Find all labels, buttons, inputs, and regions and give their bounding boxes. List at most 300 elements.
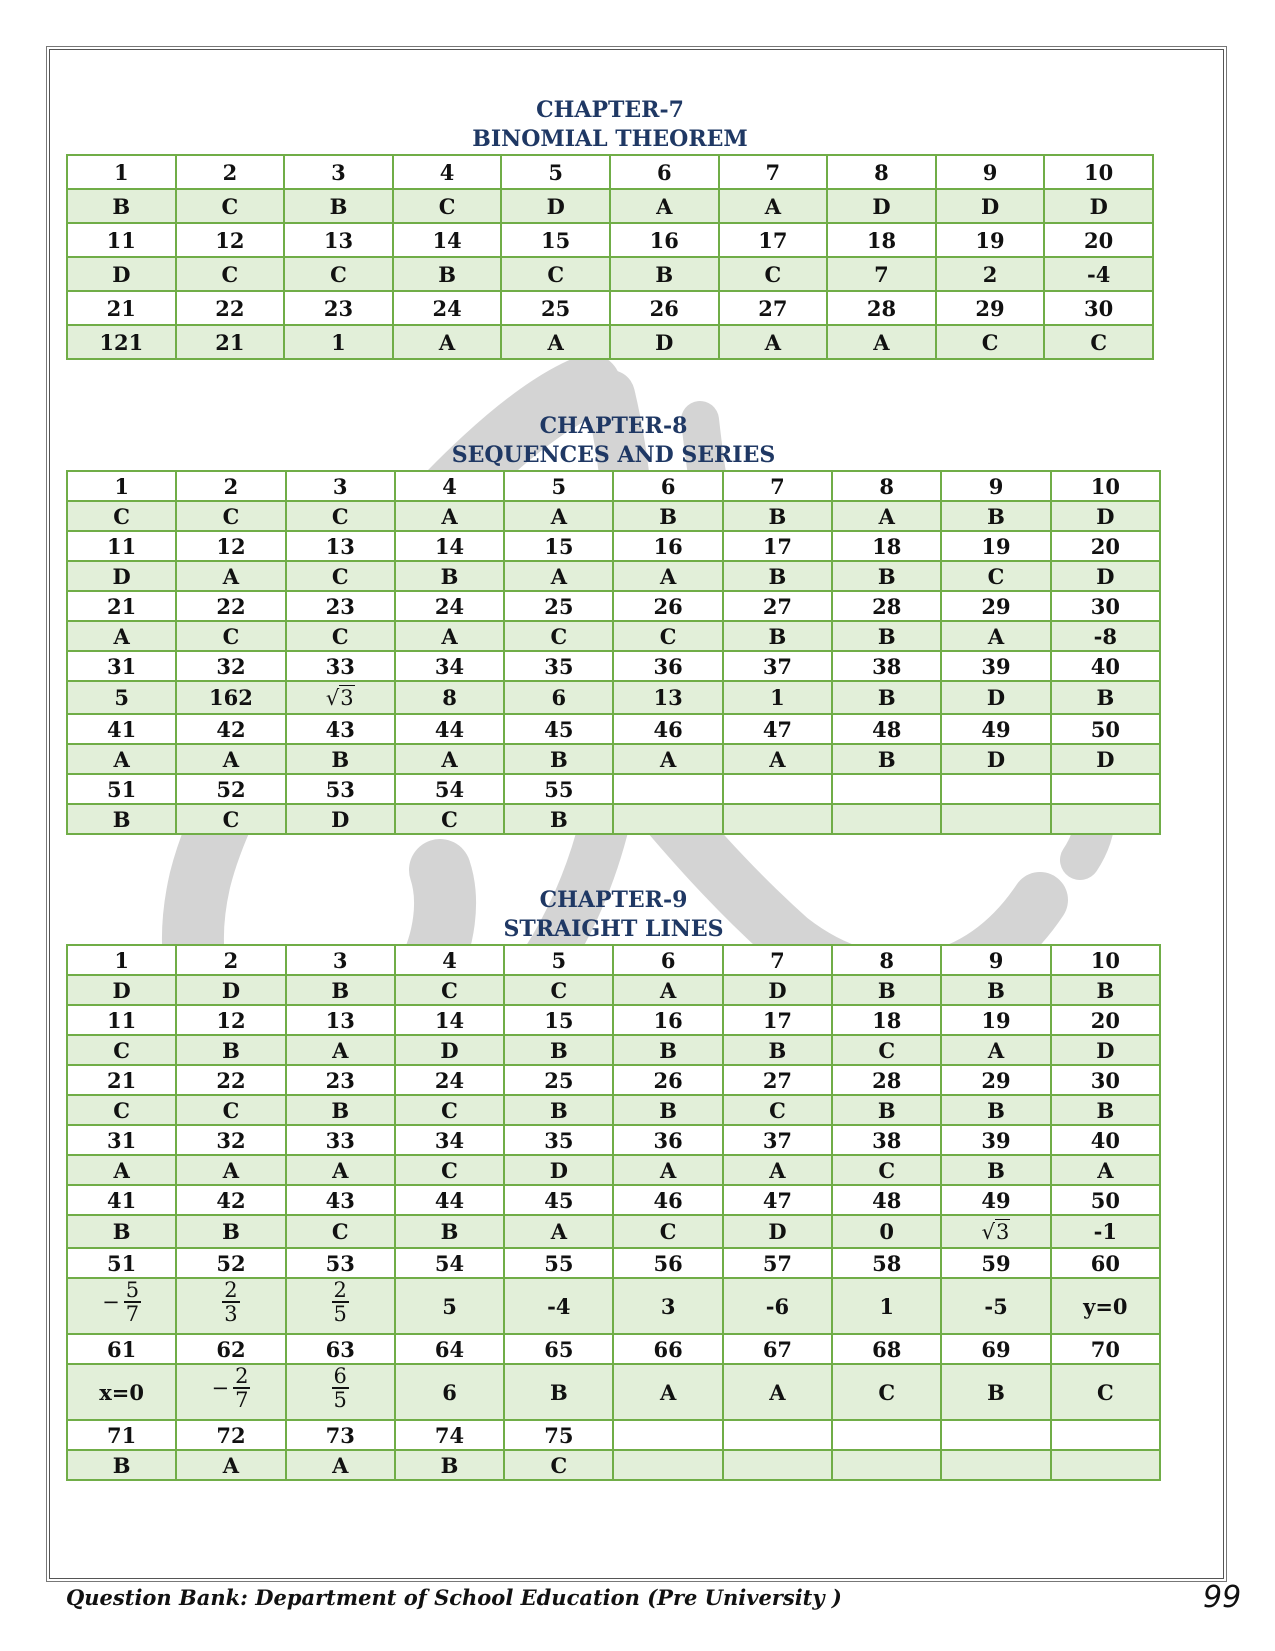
answer-cell: -1 bbox=[1051, 1215, 1160, 1248]
question-number-cell: 32 bbox=[176, 1125, 285, 1155]
question-number-cell: 16 bbox=[613, 531, 722, 561]
question-number-cell: 6 bbox=[613, 945, 722, 975]
answer-cell: D bbox=[723, 1215, 832, 1248]
question-number-cell: 10 bbox=[1044, 155, 1153, 189]
answer-cell: C bbox=[719, 257, 828, 291]
answer-cell: B bbox=[832, 681, 941, 714]
chapter-8-answer-table bbox=[66, 470, 1161, 835]
question-number-row bbox=[67, 1334, 1160, 1364]
answer-cell: B bbox=[176, 1035, 285, 1065]
answer-cell: D bbox=[1051, 1035, 1160, 1065]
answer-cell: A bbox=[176, 1450, 285, 1480]
question-number-cell: 5 bbox=[504, 471, 613, 501]
answer-cell: C bbox=[284, 257, 393, 291]
answer-cell: B bbox=[941, 501, 1050, 531]
question-number-cell bbox=[1051, 774, 1160, 804]
answer-cell: B bbox=[613, 501, 722, 531]
answer-cell: C bbox=[395, 975, 504, 1005]
answer-cell: 5 bbox=[67, 681, 176, 714]
answer-cell: 6 bbox=[504, 681, 613, 714]
question-number-cell: 4 bbox=[395, 945, 504, 975]
answer-cell: C bbox=[176, 804, 285, 834]
question-number-row bbox=[67, 1185, 1160, 1215]
chapter-9-heading bbox=[66, 886, 1161, 944]
answer-cell: √3 bbox=[941, 1215, 1050, 1248]
question-number-row bbox=[67, 1065, 1160, 1095]
chapter-8-section bbox=[66, 412, 1161, 835]
answer-cell: 1 bbox=[832, 1278, 941, 1334]
chapter-7-heading bbox=[66, 96, 1154, 154]
question-number-cell: 68 bbox=[832, 1334, 941, 1364]
answer-cell: B bbox=[176, 1215, 285, 1248]
answer-cell bbox=[941, 804, 1050, 834]
answer-cell: C bbox=[176, 501, 285, 531]
question-number-row bbox=[67, 531, 1160, 561]
question-number-cell: 38 bbox=[832, 1125, 941, 1155]
answer-cell: B bbox=[1051, 975, 1160, 1005]
question-number-cell: 45 bbox=[504, 714, 613, 744]
answer-cell: A bbox=[613, 744, 722, 774]
answer-cell: x=0 bbox=[67, 1364, 176, 1420]
answer-row bbox=[67, 804, 1160, 834]
question-number-cell: 7 bbox=[719, 155, 828, 189]
question-number-cell: 41 bbox=[67, 714, 176, 744]
answer-cell: B bbox=[613, 1035, 722, 1065]
question-number-cell: 64 bbox=[395, 1334, 504, 1364]
question-number-cell: 29 bbox=[941, 591, 1050, 621]
question-number-cell: 36 bbox=[613, 1125, 722, 1155]
page-number: 99 bbox=[1203, 1580, 1242, 1615]
question-number-cell: 75 bbox=[504, 1420, 613, 1450]
answer-cell: B bbox=[613, 1095, 722, 1125]
question-number-cell: 15 bbox=[501, 223, 610, 257]
answer-cell: B bbox=[723, 1035, 832, 1065]
answer-cell: 2 bbox=[936, 257, 1045, 291]
answer-cell: A bbox=[504, 1215, 613, 1248]
question-number-cell bbox=[723, 1420, 832, 1450]
question-number-cell: 52 bbox=[176, 774, 285, 804]
question-number-cell: 53 bbox=[286, 1248, 395, 1278]
question-number-row bbox=[67, 714, 1160, 744]
answer-cell: A bbox=[719, 189, 828, 223]
question-number-cell: 46 bbox=[613, 714, 722, 744]
question-number-cell: 48 bbox=[832, 1185, 941, 1215]
question-number-cell: 8 bbox=[832, 945, 941, 975]
answer-cell: C bbox=[832, 1155, 941, 1185]
answer-cell: B bbox=[286, 1095, 395, 1125]
answer-cell: B bbox=[393, 257, 502, 291]
question-number-cell: 61 bbox=[67, 1334, 176, 1364]
question-number-cell: 10 bbox=[1051, 945, 1160, 975]
question-number-cell: 21 bbox=[67, 291, 176, 325]
question-number-cell: 26 bbox=[610, 291, 719, 325]
answer-cell: -6 bbox=[723, 1278, 832, 1334]
answer-cell: A bbox=[723, 1364, 832, 1420]
answer-cell: B bbox=[286, 744, 395, 774]
answer-cell: A bbox=[395, 621, 504, 651]
question-number-cell: 17 bbox=[723, 531, 832, 561]
question-number-cell: 27 bbox=[723, 591, 832, 621]
answer-cell bbox=[1051, 1450, 1160, 1480]
answer-cell: B bbox=[832, 1095, 941, 1125]
question-number-cell: 30 bbox=[1044, 291, 1153, 325]
answer-row bbox=[67, 561, 1160, 591]
answer-cell: C bbox=[67, 501, 176, 531]
answer-cell: C bbox=[176, 1095, 285, 1125]
question-number-cell: 2 bbox=[176, 945, 285, 975]
question-number-cell: 20 bbox=[1044, 223, 1153, 257]
answer-cell bbox=[723, 1450, 832, 1480]
answer-cell: -5 bbox=[941, 1278, 1050, 1334]
answer-cell: A bbox=[613, 1155, 722, 1185]
answer-row bbox=[67, 1364, 1160, 1420]
answer-cell: B bbox=[832, 561, 941, 591]
answer-cell: B bbox=[723, 561, 832, 591]
answer-row bbox=[67, 325, 1153, 359]
question-number-cell: 1 bbox=[67, 945, 176, 975]
question-number-cell: 71 bbox=[67, 1420, 176, 1450]
answer-cell: C bbox=[504, 621, 613, 651]
question-number-cell: 3 bbox=[284, 155, 393, 189]
answer-cell: C bbox=[395, 804, 504, 834]
question-number-cell: 7 bbox=[723, 945, 832, 975]
question-number-cell: 25 bbox=[504, 591, 613, 621]
answer-cell: C bbox=[832, 1035, 941, 1065]
answer-cell: C bbox=[723, 1095, 832, 1125]
question-number-cell: 48 bbox=[832, 714, 941, 744]
answer-cell: B bbox=[67, 804, 176, 834]
question-number-cell: 19 bbox=[941, 1005, 1050, 1035]
question-number-cell: 11 bbox=[67, 223, 176, 257]
answer-cell: A bbox=[176, 744, 285, 774]
answer-row bbox=[67, 257, 1153, 291]
question-number-cell: 20 bbox=[1051, 531, 1160, 561]
question-number-cell: 23 bbox=[286, 591, 395, 621]
answer-cell: A bbox=[395, 744, 504, 774]
question-number-cell: 73 bbox=[286, 1420, 395, 1450]
answer-cell: D bbox=[395, 1035, 504, 1065]
answer-cell: B bbox=[67, 189, 176, 223]
answer-cell: D bbox=[941, 681, 1050, 714]
answer-cell: 7 bbox=[827, 257, 936, 291]
answer-cell: A bbox=[286, 1450, 395, 1480]
answer-cell: $\frac{2}{5}$ bbox=[286, 1278, 395, 1334]
question-number-cell bbox=[723, 774, 832, 804]
question-number-cell: 34 bbox=[395, 1125, 504, 1155]
answer-cell: B bbox=[504, 1095, 613, 1125]
answer-cell: B bbox=[832, 621, 941, 651]
question-number-cell: 28 bbox=[827, 291, 936, 325]
answer-cell: D bbox=[1051, 501, 1160, 531]
answer-cell: B bbox=[1051, 681, 1160, 714]
question-number-cell: 28 bbox=[832, 591, 941, 621]
question-number-cell: 5 bbox=[501, 155, 610, 189]
question-number-cell: 13 bbox=[284, 223, 393, 257]
answer-cell: B bbox=[504, 804, 613, 834]
question-number-cell: 9 bbox=[941, 945, 1050, 975]
answer-cell: 121 bbox=[67, 325, 176, 359]
answer-cell: D bbox=[67, 257, 176, 291]
question-number-cell: 2 bbox=[176, 155, 285, 189]
answer-cell: A bbox=[832, 501, 941, 531]
question-number-cell: 15 bbox=[504, 1005, 613, 1035]
answer-cell: A bbox=[286, 1155, 395, 1185]
answer-cell: A bbox=[176, 561, 285, 591]
question-number-cell: 13 bbox=[286, 531, 395, 561]
question-number-cell: 72 bbox=[176, 1420, 285, 1450]
question-number-cell: 13 bbox=[286, 1005, 395, 1035]
question-number-cell: 7 bbox=[723, 471, 832, 501]
question-number-cell: 54 bbox=[395, 1248, 504, 1278]
question-number-cell: 18 bbox=[827, 223, 936, 257]
question-number-cell: 42 bbox=[176, 714, 285, 744]
chapter-8-number: CHAPTER-8 bbox=[539, 413, 688, 439]
answer-cell bbox=[613, 1450, 722, 1480]
answer-cell: -8 bbox=[1051, 621, 1160, 651]
answer-cell: B bbox=[610, 257, 719, 291]
answer-cell: C bbox=[613, 1215, 722, 1248]
question-number-cell bbox=[941, 1420, 1050, 1450]
answer-cell: B bbox=[67, 1215, 176, 1248]
question-number-cell: 14 bbox=[395, 531, 504, 561]
answer-cell: C bbox=[1044, 325, 1153, 359]
question-number-cell: 47 bbox=[723, 1185, 832, 1215]
answer-cell: 8 bbox=[395, 681, 504, 714]
answer-cell: A bbox=[723, 1155, 832, 1185]
answer-cell: C bbox=[832, 1364, 941, 1420]
question-number-cell: 66 bbox=[613, 1334, 722, 1364]
answer-cell: C bbox=[67, 1095, 176, 1125]
question-number-cell: 14 bbox=[395, 1005, 504, 1035]
answer-cell: A bbox=[723, 744, 832, 774]
answer-cell: C bbox=[67, 1035, 176, 1065]
question-number-row bbox=[67, 1420, 1160, 1450]
question-number-cell: 9 bbox=[936, 155, 1045, 189]
answer-cell: D bbox=[936, 189, 1045, 223]
answer-cell: √3 bbox=[286, 681, 395, 714]
question-number-row bbox=[67, 291, 1153, 325]
question-number-cell: 39 bbox=[941, 1125, 1050, 1155]
question-number-cell: 39 bbox=[941, 651, 1050, 681]
question-number-cell: 47 bbox=[723, 714, 832, 744]
question-number-row bbox=[67, 1125, 1160, 1155]
question-number-cell: 31 bbox=[67, 1125, 176, 1155]
answer-cell: B bbox=[67, 1450, 176, 1480]
chapter-7-title: BINOMIAL THEOREM bbox=[472, 126, 748, 152]
answer-cell: 1 bbox=[284, 325, 393, 359]
answer-row bbox=[67, 189, 1153, 223]
question-number-cell: 52 bbox=[176, 1248, 285, 1278]
answer-cell: B bbox=[1051, 1095, 1160, 1125]
answer-cell: A bbox=[393, 325, 502, 359]
question-number-cell: 2 bbox=[176, 471, 285, 501]
question-number-cell: 38 bbox=[832, 651, 941, 681]
answer-cell: 1 bbox=[723, 681, 832, 714]
answer-cell: C bbox=[393, 189, 502, 223]
question-number-cell: 31 bbox=[67, 651, 176, 681]
question-number-cell: 35 bbox=[504, 1125, 613, 1155]
question-number-cell: 29 bbox=[941, 1065, 1050, 1095]
answer-cell: A bbox=[1051, 1155, 1160, 1185]
question-number-cell: 15 bbox=[504, 531, 613, 561]
question-number-cell: 24 bbox=[395, 1065, 504, 1095]
answer-row bbox=[67, 621, 1160, 651]
answer-row bbox=[67, 501, 1160, 531]
question-number-cell: 28 bbox=[832, 1065, 941, 1095]
question-number-cell: 27 bbox=[719, 291, 828, 325]
question-number-cell bbox=[1051, 1420, 1160, 1450]
answer-cell: C bbox=[941, 561, 1050, 591]
question-number-cell: 27 bbox=[723, 1065, 832, 1095]
question-number-row bbox=[67, 471, 1160, 501]
answer-cell: D bbox=[176, 975, 285, 1005]
question-number-cell bbox=[941, 774, 1050, 804]
question-number-cell: 50 bbox=[1051, 1185, 1160, 1215]
answer-row bbox=[67, 1035, 1160, 1065]
question-number-cell: 49 bbox=[941, 714, 1050, 744]
answer-row bbox=[67, 975, 1160, 1005]
question-number-cell: 40 bbox=[1051, 651, 1160, 681]
question-number-cell: 23 bbox=[284, 291, 393, 325]
question-number-cell: 62 bbox=[176, 1334, 285, 1364]
answer-cell: C bbox=[395, 1095, 504, 1125]
question-number-cell: 5 bbox=[504, 945, 613, 975]
question-number-cell: 33 bbox=[286, 1125, 395, 1155]
answer-cell: D bbox=[1051, 561, 1160, 591]
question-number-cell: 16 bbox=[610, 223, 719, 257]
answer-cell: A bbox=[827, 325, 936, 359]
answer-cell: D bbox=[501, 189, 610, 223]
answer-cell: C bbox=[936, 325, 1045, 359]
question-number-cell: 58 bbox=[832, 1248, 941, 1278]
answer-cell: A bbox=[67, 1155, 176, 1185]
answer-cell bbox=[613, 804, 722, 834]
answer-cell: A bbox=[613, 975, 722, 1005]
answer-cell: A bbox=[941, 621, 1050, 651]
question-number-row bbox=[67, 591, 1160, 621]
question-number-cell: 45 bbox=[504, 1185, 613, 1215]
question-number-cell: 49 bbox=[941, 1185, 1050, 1215]
answer-row bbox=[67, 1155, 1160, 1185]
answer-cell: C bbox=[286, 501, 395, 531]
question-number-cell: 22 bbox=[176, 1065, 285, 1095]
answer-cell: 162 bbox=[176, 681, 285, 714]
answer-cell: D bbox=[610, 325, 719, 359]
answer-row bbox=[67, 744, 1160, 774]
question-number-cell: 67 bbox=[723, 1334, 832, 1364]
question-number-cell bbox=[613, 774, 722, 804]
answer-cell: 3 bbox=[613, 1278, 722, 1334]
question-number-cell: 1 bbox=[67, 471, 176, 501]
question-number-row bbox=[67, 651, 1160, 681]
answer-cell: C bbox=[176, 257, 285, 291]
answer-cell: B bbox=[941, 975, 1050, 1005]
answer-cell bbox=[723, 804, 832, 834]
answer-row bbox=[67, 1095, 1160, 1125]
answer-cell: B bbox=[504, 1364, 613, 1420]
chapter-7-section bbox=[66, 96, 1154, 360]
question-number-cell: 19 bbox=[941, 531, 1050, 561]
question-number-cell bbox=[832, 1420, 941, 1450]
question-number-row bbox=[67, 1005, 1160, 1035]
answer-cell: − $\frac{5}{7}$ bbox=[67, 1278, 176, 1334]
answer-cell: B bbox=[723, 501, 832, 531]
question-number-cell: 1 bbox=[67, 155, 176, 189]
answer-row bbox=[67, 681, 1160, 714]
answer-cell: 21 bbox=[176, 325, 285, 359]
answer-cell: 5 bbox=[395, 1278, 504, 1334]
question-number-cell: 3 bbox=[286, 471, 395, 501]
question-number-cell: 42 bbox=[176, 1185, 285, 1215]
answer-cell: D bbox=[827, 189, 936, 223]
question-number-cell: 44 bbox=[395, 1185, 504, 1215]
question-number-cell: 17 bbox=[723, 1005, 832, 1035]
question-number-cell: 12 bbox=[176, 1005, 285, 1035]
question-number-cell: 57 bbox=[723, 1248, 832, 1278]
question-number-cell: 25 bbox=[501, 291, 610, 325]
question-number-cell: 53 bbox=[286, 774, 395, 804]
question-number-cell: 65 bbox=[504, 1334, 613, 1364]
answer-cell: C bbox=[501, 257, 610, 291]
question-number-cell: 21 bbox=[67, 1065, 176, 1095]
answer-cell: B bbox=[504, 1035, 613, 1065]
answer-cell: C bbox=[504, 1450, 613, 1480]
answer-cell: C bbox=[286, 561, 395, 591]
answer-cell: 0 bbox=[832, 1215, 941, 1248]
answer-cell: A bbox=[610, 189, 719, 223]
chapter-9-answer-table bbox=[66, 944, 1161, 1481]
question-number-cell: 43 bbox=[286, 714, 395, 744]
question-number-cell: 51 bbox=[67, 774, 176, 804]
question-number-cell: 24 bbox=[395, 591, 504, 621]
question-number-cell: 55 bbox=[504, 774, 613, 804]
question-number-cell: 37 bbox=[723, 1125, 832, 1155]
answer-cell: B bbox=[284, 189, 393, 223]
question-number-cell: 30 bbox=[1051, 591, 1160, 621]
question-number-cell bbox=[832, 774, 941, 804]
question-number-cell: 34 bbox=[395, 651, 504, 681]
question-number-cell: 30 bbox=[1051, 1065, 1160, 1095]
answer-cell: C bbox=[613, 621, 722, 651]
answer-cell: -4 bbox=[1044, 257, 1153, 291]
question-number-cell: 9 bbox=[941, 471, 1050, 501]
answer-cell: D bbox=[67, 561, 176, 591]
answer-cell: y=0 bbox=[1051, 1278, 1160, 1334]
question-number-cell: 32 bbox=[176, 651, 285, 681]
answer-cell: 6 bbox=[395, 1364, 504, 1420]
question-number-cell: 29 bbox=[936, 291, 1045, 325]
question-number-cell: 18 bbox=[832, 1005, 941, 1035]
question-number-row bbox=[67, 1248, 1160, 1278]
question-number-cell: 22 bbox=[176, 591, 285, 621]
chapter-8-heading bbox=[66, 412, 1161, 470]
answer-cell: D bbox=[1044, 189, 1153, 223]
answer-cell: D bbox=[941, 744, 1050, 774]
answer-cell: B bbox=[941, 1364, 1050, 1420]
answer-cell bbox=[832, 1450, 941, 1480]
question-number-cell: 11 bbox=[67, 1005, 176, 1035]
answer-cell: B bbox=[395, 1215, 504, 1248]
question-number-cell: 54 bbox=[395, 774, 504, 804]
question-number-cell: 12 bbox=[176, 223, 285, 257]
question-number-cell: 33 bbox=[286, 651, 395, 681]
chapter-8-title: SEQUENCES AND SERIES bbox=[451, 442, 776, 468]
answer-cell bbox=[832, 804, 941, 834]
answer-cell: A bbox=[395, 501, 504, 531]
answer-cell: A bbox=[176, 1155, 285, 1185]
answer-cell: $\frac{6}{5}$ bbox=[286, 1364, 395, 1420]
answer-cell: D bbox=[504, 1155, 613, 1185]
